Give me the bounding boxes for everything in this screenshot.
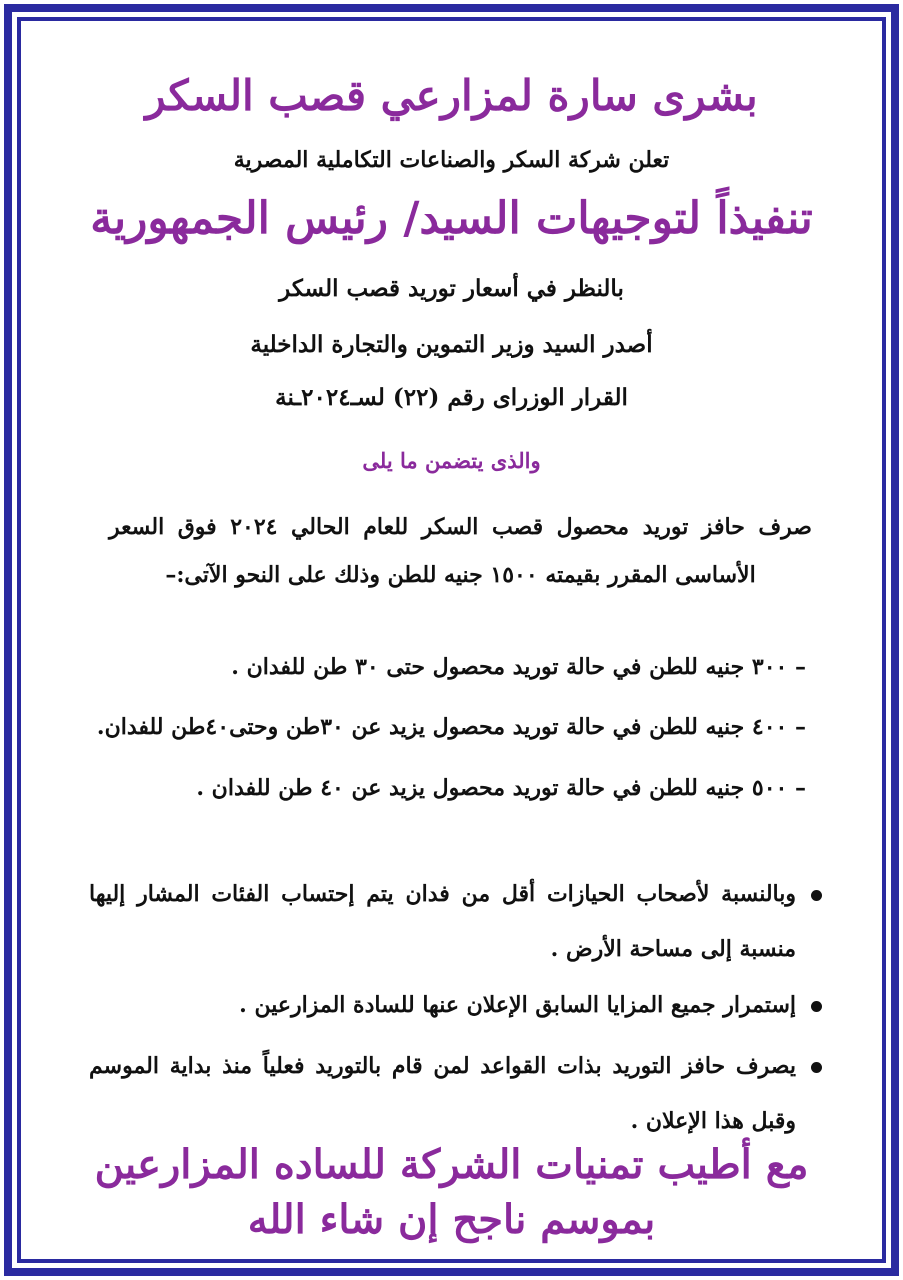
- bullet-dot-icon: [811, 1001, 822, 1012]
- announcement-page: [21, 21, 882, 1259]
- closing-line-2: بموسم ناجح إن شاء الله: [247, 1196, 656, 1243]
- bullet-text: يصرف حافز التوريد بذات القواعد لمن قام بالتوريد فعلياً منذ بداية الموسم وقبل هذا الإعلان .: [89, 1053, 796, 1134]
- text-line-2: أصدر السيد وزير التموين والتجارة الداخلية: [250, 331, 653, 358]
- bullet-item: [89, 1039, 822, 1149]
- closing-line-1: مع أطيب تمنيات الشركة للساده المزارعين: [94, 1141, 809, 1188]
- bullet-dot-icon: [811, 1062, 822, 1073]
- incentive-paragraph: صرف حافز توريد محصول قصب السكر للعام الحالي ٢٠٢٤ فوق السعر الأساسى المقرر بقيمته ١٥٠٠ جنيه للطن وذلك على النحو الآتى:–: [109, 514, 812, 588]
- tier-item: – ٣٠٠ جنيه للطن في حالة توريد محصول حتى ٣٠ طن للفدان .: [231, 654, 806, 680]
- outer-border: [4, 4, 899, 1276]
- bullet-dot-icon: [811, 890, 822, 901]
- headline: بشرى سارة لمزارعي قصب السكر: [145, 71, 758, 120]
- includes-line: والذى يتضمن ما يلى: [362, 448, 541, 473]
- company-line: تعلن شركة السكر والصناعات التكاملية المصرية: [233, 147, 670, 173]
- border-gap: [12, 12, 891, 1268]
- tier-item: – ٤٠٠ جنيه للطن في حالة توريد محصول يزيد عن ٣٠طن وحتى٤٠طن للفدان.: [96, 714, 806, 740]
- bullet-text: إستمرار جميع المزايا السابق الإعلان عنها للسادة المزارعين .: [239, 992, 796, 1018]
- decree-line: القرار الوزراى رقم (٢٢) لسـ٢٠٢٤ـنة: [275, 384, 628, 411]
- bullet-item: [89, 978, 822, 1033]
- inner-border: [17, 17, 886, 1263]
- bullet-text: وبالنسبة لأصحاب الحيازات أقل من فدان يتم إحتساب الفئات المشار إليها منسبة إلى مساحة الأرض .: [89, 881, 796, 962]
- tier-item: – ٥٠٠ جنيه للطن في حالة توريد محصول يزيد عن ٤٠ طن للفدان .: [196, 775, 806, 801]
- text-line-1: بالنظر في أسعار توريد قصب السكر: [279, 275, 624, 302]
- bullet-item: [89, 867, 822, 977]
- directive-title: تنفيذاً لتوجيهات السيد/ رئيس الجمهورية: [90, 193, 813, 244]
